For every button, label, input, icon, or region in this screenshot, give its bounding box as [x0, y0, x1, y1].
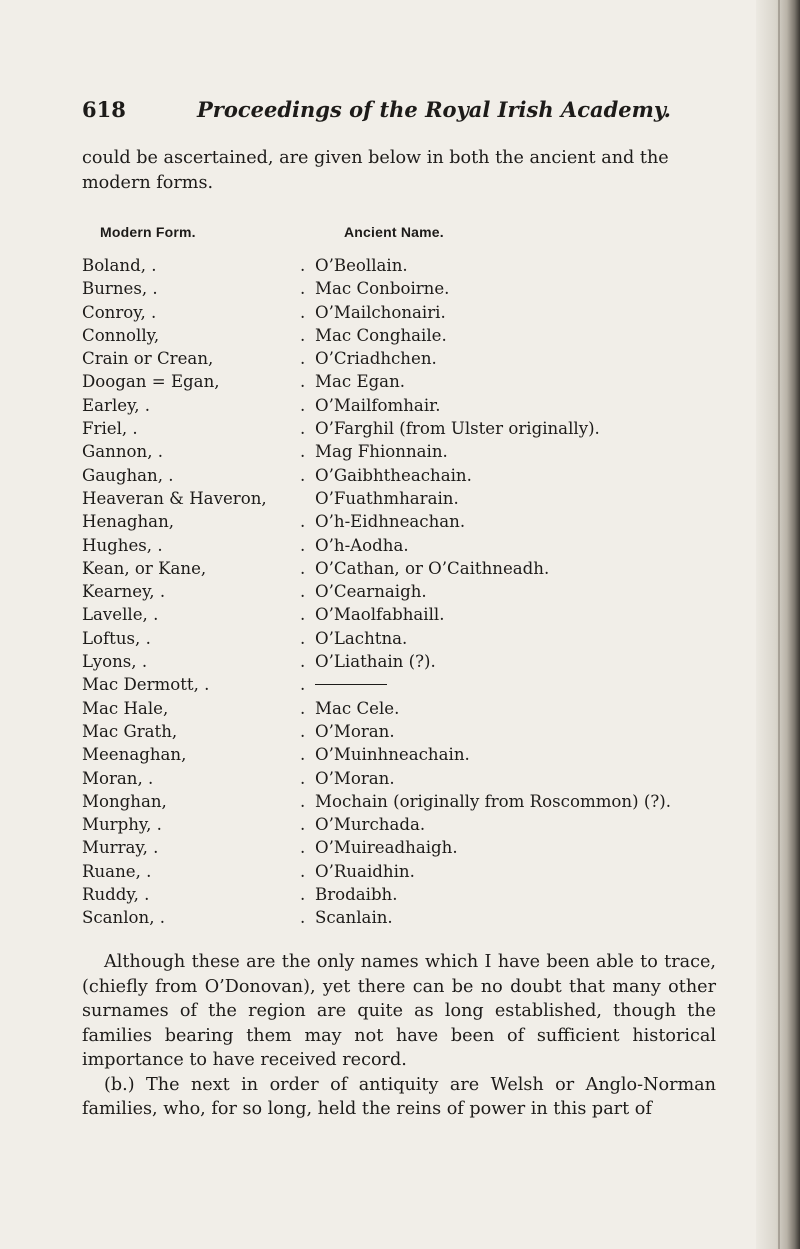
ancient-name-cell: O’Liathain (?).	[315, 652, 436, 672]
modern-form-cell: Lyons, .	[82, 652, 148, 672]
ancient-name-cell: O’Beollain.	[315, 256, 408, 275]
table-row	[82, 254, 722, 277]
modern-form-cell: Lavelle, .	[82, 605, 159, 625]
table-row	[82, 417, 722, 440]
modern-form-cell: Murray, .	[82, 838, 159, 858]
table-row	[82, 743, 722, 766]
dot-leader: .	[300, 768, 306, 788]
table-row	[82, 277, 722, 300]
dot-leader: .	[300, 791, 306, 811]
dot-leader: .	[300, 558, 306, 578]
table-row	[82, 790, 722, 813]
dot-leader: .	[300, 279, 306, 299]
ancient-name-cell: O’Muireadhaigh.	[315, 838, 458, 858]
dot-leader: .	[300, 908, 306, 928]
modern-form-cell: Moran, .	[82, 768, 154, 788]
ancient-name-cell: O’Muinhneachain.	[315, 745, 470, 765]
table-row	[82, 906, 722, 929]
ancient-name-cell: Brodaibh.	[315, 885, 398, 905]
table-row	[82, 324, 722, 347]
table-row	[82, 487, 722, 510]
dot-leader: .	[300, 465, 306, 485]
table-row	[82, 394, 722, 417]
table-row	[82, 836, 722, 859]
modern-form-cell: Connolly,	[82, 325, 160, 345]
ancient-name-cell: O’Farghil (from Ulster originally).	[315, 419, 600, 439]
table-row	[82, 767, 722, 790]
blank-dash	[315, 684, 387, 685]
ancient-name-cell: Mac Egan.	[315, 372, 406, 392]
dot-leader: .	[300, 325, 306, 345]
page-header	[82, 97, 722, 131]
dot-leader: .	[300, 419, 306, 439]
ancient-name-cell: O’Murchada.	[315, 815, 426, 835]
dot-leader: .	[300, 652, 306, 672]
book-binding-edge	[756, 0, 800, 1249]
dot-leader: .	[300, 698, 306, 718]
dot-leader: .	[300, 535, 306, 555]
modern-form-cell: Mac Dermott, .	[82, 675, 210, 695]
modern-form-cell: Burnes, .	[82, 279, 158, 299]
table-row	[82, 510, 722, 533]
modern-form-cell: Meenaghan,	[82, 745, 187, 765]
modern-form-cell: Gannon, .	[82, 442, 164, 462]
modern-form-cell: Scanlon, .	[82, 908, 166, 928]
ancient-name-cell: O’Moran.	[315, 721, 395, 741]
modern-form-cell: Kearney, .	[82, 582, 166, 602]
table-row	[82, 464, 722, 487]
dot-leader: .	[300, 442, 306, 462]
dot-leader: .	[300, 838, 306, 858]
dot-leader: .	[300, 302, 306, 322]
table-row	[82, 557, 722, 580]
modern-form-cell: Mac Hale,	[82, 698, 169, 718]
ancient-name-cell: Mac Conghaile.	[315, 325, 447, 345]
body-paragraph: Although these are the only names which I have been able to trace, (chiefly from O’Donovan), yet there can be no doubt that many other surnames of the region are quite as long established, though the families bearing them may not have been of sufficient historical importance to have received record.	[82, 952, 716, 1070]
modern-form-header: Modern Form.	[100, 224, 196, 240]
ancient-name-cell: Mochain (originally from Roscommon) (?).	[315, 791, 671, 811]
table-rows	[82, 254, 722, 930]
ancient-name-cell: O’Lachtna.	[315, 628, 408, 648]
table-row	[82, 370, 722, 393]
body-text	[82, 950, 716, 1122]
ancient-name-cell: O’Maolfabhaill.	[315, 605, 445, 625]
ancient-name-cell: O’h-Aodha.	[315, 535, 409, 555]
ancient-name-cell: O’h-Eidhneachan.	[315, 512, 466, 532]
page-number: 618	[82, 97, 126, 122]
table-row	[82, 440, 722, 463]
body-paragraph: (b.) The next in order of antiquity are Welsh or Anglo-Norman families, who, for so long, held the reins of power in this part of	[82, 1074, 716, 1119]
dot-leader: .	[300, 745, 306, 765]
table-row	[82, 534, 722, 557]
dot-leader: .	[300, 721, 306, 741]
table-row	[82, 650, 722, 673]
dot-leader: .	[300, 675, 306, 695]
ancient-name-cell: O’Mailchonairi.	[315, 302, 446, 322]
ancient-name-cell: O’Mailfomhair.	[315, 395, 441, 415]
ancient-name-header: Ancient Name.	[344, 224, 444, 240]
dot-leader: .	[300, 628, 306, 648]
ancient-name-cell: O’Fuathmharain.	[315, 488, 459, 508]
table-row	[82, 860, 722, 883]
table-row	[82, 347, 722, 370]
modern-form-cell: Mac Grath,	[82, 721, 178, 741]
dot-leader: .	[300, 815, 306, 835]
dot-leader: .	[300, 372, 306, 392]
table-row	[82, 813, 722, 836]
table-row	[82, 697, 722, 720]
modern-form-cell: Loftus, .	[82, 628, 151, 648]
dot-leader: .	[300, 349, 306, 369]
dot-leader: .	[300, 861, 306, 881]
modern-form-cell: Kean, or Kane,	[82, 558, 207, 578]
running-title: Proceedings of the Royal Irish Academy.	[197, 97, 671, 122]
modern-form-cell: Crain or Crean,	[82, 349, 214, 369]
ancient-name-cell	[315, 673, 387, 696]
dot-leader: .	[300, 395, 306, 415]
modern-form-cell: Gaughan, .	[82, 465, 174, 485]
modern-form-cell: Henaghan,	[82, 512, 175, 532]
ancient-name-cell: O’Cearnaigh.	[315, 582, 427, 602]
ancient-name-cell: Scanlain.	[315, 908, 393, 928]
table-row	[82, 627, 722, 650]
table-row	[82, 883, 722, 906]
dot-leader: .	[300, 256, 306, 275]
ancient-name-cell: Mac Cele.	[315, 698, 400, 718]
ancient-name-cell: O’Gaibhtheachain.	[315, 465, 472, 485]
modern-form-cell: Boland, .	[82, 256, 157, 275]
modern-form-cell: Hughes, .	[82, 535, 163, 555]
modern-form-cell: Doogan = Egan,	[82, 372, 220, 392]
table-row	[82, 673, 722, 696]
modern-form-cell: Murphy, .	[82, 815, 162, 835]
modern-form-cell: Friel, .	[82, 419, 138, 439]
modern-form-cell: Monghan,	[82, 791, 167, 811]
table-row	[82, 580, 722, 603]
ancient-name-cell: Mag Fhionnain.	[315, 442, 448, 462]
ancient-name-cell: O’Criadhchen.	[315, 349, 437, 369]
modern-form-cell: Earley, .	[82, 395, 151, 415]
dot-leader: .	[300, 512, 306, 532]
dot-leader: .	[300, 582, 306, 602]
table-row	[82, 301, 722, 324]
ancient-name-cell: O’Cathan, or O’Caithneadh.	[315, 558, 550, 578]
modern-form-cell: Ruddy, .	[82, 885, 150, 905]
ancient-name-cell: O’Ruaidhin.	[315, 861, 415, 881]
dot-leader: .	[300, 885, 306, 905]
table-row	[82, 603, 722, 626]
dot-leader: .	[300, 605, 306, 625]
ancient-name-cell: Mac Conboirne.	[315, 279, 450, 299]
modern-form-cell: Conroy, .	[82, 302, 157, 322]
ancient-name-cell: O’Moran.	[315, 768, 395, 788]
modern-form-cell: Heaveran & Haveron,	[82, 488, 267, 508]
table-row	[82, 720, 722, 743]
modern-form-cell: Ruane, .	[82, 861, 152, 881]
intro-paragraph: could be ascertained, are given below in both the ancient and the modern forms.	[82, 148, 669, 193]
